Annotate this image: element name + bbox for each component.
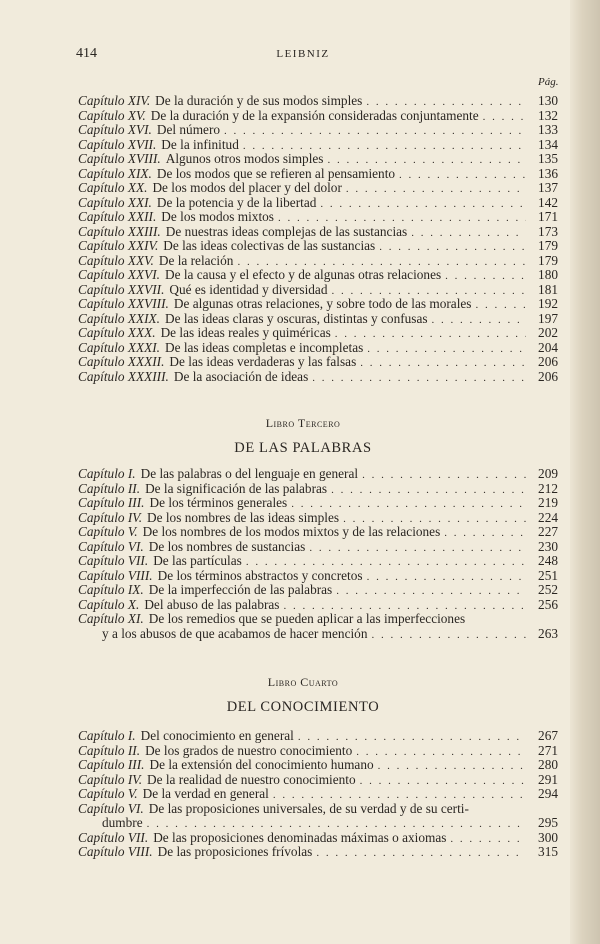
chapter-number: Capítulo XI. xyxy=(78,611,144,626)
page-reference: 133 xyxy=(538,122,558,137)
chapter-number: Capítulo XIX. xyxy=(78,165,152,181)
chapter-number: Capítulo XIV. xyxy=(78,93,151,108)
chapter-title: De las partículas xyxy=(153,553,242,568)
chapter-title: De los nombres de los modos mixtos y de las relaciones xyxy=(142,524,441,539)
chapter-title: De las ideas reales y quiméricas xyxy=(160,325,331,340)
chapter-title: De las ideas claras y oscuras, distintas y confusas xyxy=(165,310,428,326)
chapter-title: De la duración y de la expansión consideradas conjuntamente xyxy=(150,107,479,123)
toc-entry xyxy=(78,239,558,254)
page-reference: 132 xyxy=(538,107,558,123)
toc-entry xyxy=(78,816,558,831)
chapter-number: Capítulo XXVI. xyxy=(78,267,160,282)
chapter-title: De la potencia y de la libertad xyxy=(156,194,317,210)
dot-leader xyxy=(411,226,526,241)
chapter-title: De la duración y de sus modos simples xyxy=(155,93,363,108)
chapter-number: Capítulo VII. xyxy=(78,829,149,845)
page-reference: 135 xyxy=(538,151,558,166)
chapter-title: De la infinitud xyxy=(161,136,239,152)
page-reference: 206 xyxy=(538,354,558,369)
chapter-number: Capítulo XXIX. xyxy=(78,310,160,326)
toc-entry xyxy=(78,627,558,642)
chapter-title: De las ideas verdaderas y las falsas xyxy=(169,354,357,369)
page-reference: 271 xyxy=(538,742,558,758)
dot-leader xyxy=(367,342,526,357)
page-reference: 300 xyxy=(538,829,558,845)
page-reference: 179 xyxy=(538,252,558,268)
page-reference: 137 xyxy=(538,180,558,195)
toc-entry xyxy=(78,540,558,555)
dot-leader xyxy=(360,774,526,789)
page-reference: 179 xyxy=(538,238,558,253)
chapter-title: De los nombres de las ideas simples xyxy=(147,509,340,525)
chapter-number: Capítulo I. xyxy=(78,728,136,743)
page-reference: 248 xyxy=(538,553,558,568)
chapter-title: De las proposiciones universales, de su verdad y de su certi- xyxy=(148,800,469,816)
dot-leader xyxy=(483,110,526,125)
chapter-title: De la verdad en general xyxy=(142,786,269,801)
chapter-number: Capítulo II. xyxy=(78,742,141,758)
page-reference: 295 xyxy=(538,815,558,830)
toc-entry xyxy=(78,831,558,846)
book-three-label: Libro Tercero xyxy=(265,416,341,430)
chapter-title: De la relación xyxy=(158,252,234,268)
toc-entry xyxy=(78,326,558,341)
page-reference: 280 xyxy=(538,757,558,772)
page-reference: 227 xyxy=(538,524,558,539)
page-reference: 252 xyxy=(538,582,558,597)
chapter-number: Capítulo III. xyxy=(78,757,145,772)
chapter-number: Capítulo VI. xyxy=(78,800,144,816)
chapter-title: dumbre xyxy=(102,815,143,830)
toc-entry xyxy=(78,210,558,225)
chapter-number: Capítulo V. xyxy=(78,786,138,801)
toc-book-three-list xyxy=(78,467,558,641)
dot-leader xyxy=(371,628,526,643)
chapter-number: Capítulo XXIV. xyxy=(78,238,159,253)
page-reference: 206 xyxy=(538,368,558,384)
chapter-title: De la extensión del conocimiento humano xyxy=(149,757,374,772)
toc-book-two-list xyxy=(78,94,558,384)
dot-leader xyxy=(445,269,526,284)
page-reference: 204 xyxy=(538,339,558,355)
dot-leader xyxy=(320,197,526,212)
toc-entry xyxy=(78,283,558,298)
chapter-title: De los grados de nuestro conocimiento xyxy=(145,742,353,758)
toc-entry xyxy=(78,729,558,744)
page-reference: 136 xyxy=(538,165,558,181)
chapter-title: De los términos abstractos y concretos xyxy=(157,567,363,583)
chapter-title: De la realidad de nuestro conocimiento xyxy=(147,771,356,787)
dot-leader xyxy=(399,168,526,183)
chapter-number: Capítulo XXII. xyxy=(78,209,157,224)
chapter-title: De las ideas completas e incompletas xyxy=(165,339,364,355)
chapter-title: De las ideas colectivas de las sustancias xyxy=(163,238,376,253)
dot-leader xyxy=(367,570,526,585)
page-reference: 130 xyxy=(538,93,558,108)
chapter-title: De algunas otras relaciones, y sobre todo de las morales xyxy=(173,296,472,311)
page-reference: 251 xyxy=(538,567,558,583)
chapter-title: De la asociación de ideas xyxy=(173,368,309,384)
dot-leader xyxy=(444,526,526,541)
chapter-number: Capítulo XXXI. xyxy=(78,339,160,355)
toc-entry xyxy=(78,94,558,109)
page-reference: 267 xyxy=(538,728,558,743)
toc-entry xyxy=(78,138,558,153)
chapter-number: Capítulo XXXIII. xyxy=(78,368,169,384)
toc-entry xyxy=(78,525,558,540)
chapter-number: Capítulo XX. xyxy=(78,180,148,195)
chapter-number: Capítulo XXXII. xyxy=(78,354,165,369)
dot-leader xyxy=(379,240,526,255)
chapter-number: Capítulo VII. xyxy=(78,553,149,568)
toc-entry xyxy=(78,583,558,598)
toc-entry xyxy=(78,511,558,526)
chapter-title: y a los abusos de que acabamos de hacer mención xyxy=(102,625,368,641)
chapter-number: Capítulo VIII. xyxy=(78,844,153,859)
toc-entry xyxy=(78,196,558,211)
chapter-number: Capítulo IX. xyxy=(78,582,144,597)
page-reference: 294 xyxy=(538,786,558,801)
chapter-number: Capítulo XXX. xyxy=(78,325,156,340)
chapter-number: Capítulo VI. xyxy=(78,538,144,554)
running-head: LEIBNIZ xyxy=(276,48,330,60)
page-reference: 181 xyxy=(538,281,558,297)
page-reference: 212 xyxy=(538,480,558,496)
toc-entry xyxy=(78,758,558,773)
chapter-title: De los modos mixtos xyxy=(161,209,274,224)
toc-entry xyxy=(78,802,558,817)
toc-entry xyxy=(78,341,558,356)
dot-leader xyxy=(362,468,526,483)
page-reference: 263 xyxy=(538,625,558,641)
page-reference: 180 xyxy=(538,267,558,282)
dot-leader xyxy=(432,313,526,328)
dot-leader xyxy=(331,483,526,498)
toc-entry xyxy=(78,355,558,370)
chapter-title: Del abuso de las palabras xyxy=(144,596,280,612)
chapter-title: De la significación de las palabras xyxy=(145,480,328,496)
chapter-title: De los nombres de sustancias xyxy=(148,538,306,554)
dot-leader xyxy=(346,182,526,197)
toc-entry xyxy=(78,482,558,497)
toc-entry xyxy=(78,569,558,584)
dot-leader xyxy=(450,832,526,847)
dot-leader xyxy=(316,846,526,861)
toc-entry xyxy=(78,297,558,312)
chapter-number: Capítulo V. xyxy=(78,524,138,539)
chapter-title: De la imperfección de las palabras xyxy=(148,582,333,597)
chapter-number: Capítulo XVI. xyxy=(78,122,152,137)
page-reference: 171 xyxy=(538,209,558,224)
dot-leader xyxy=(224,124,526,139)
toc-entry xyxy=(78,268,558,283)
chapter-number: Capítulo XV. xyxy=(78,107,146,123)
chapter-number: Capítulo XXV. xyxy=(78,252,154,268)
book-three-title: DE LAS PALABRAS xyxy=(234,440,372,456)
dot-leader xyxy=(378,759,526,774)
dot-leader xyxy=(309,541,526,556)
page-header xyxy=(76,46,530,64)
page-reference: 142 xyxy=(538,194,558,210)
dot-leader xyxy=(356,745,526,760)
chapter-title: De la causa y el efecto y de algunas otras relaciones xyxy=(165,267,442,282)
page-reference: 173 xyxy=(538,223,558,239)
chapter-title: Del conocimiento en general xyxy=(140,728,294,743)
toc-entry xyxy=(78,496,558,511)
chapter-title: De los remedios que se pueden aplicar a las imperfecciones xyxy=(148,611,466,626)
page-reference: 197 xyxy=(538,310,558,326)
chapter-number: Capítulo XXVII. xyxy=(78,281,165,297)
toc-entry xyxy=(78,109,558,124)
chapter-number: Capítulo XXIII. xyxy=(78,223,161,239)
toc-book-four-list xyxy=(78,729,558,860)
dot-leader xyxy=(475,298,526,313)
toc-entry xyxy=(78,467,558,482)
chapter-title: De las proposiciones frívolas xyxy=(157,844,313,859)
page-reference: 202 xyxy=(538,325,558,340)
page-number: 414 xyxy=(76,46,97,61)
toc-entry xyxy=(78,554,558,569)
toc-entry xyxy=(78,370,558,385)
toc-entry xyxy=(78,845,558,860)
toc-entry xyxy=(78,773,558,788)
dot-leader xyxy=(312,371,526,386)
page-column-label: Pág. xyxy=(538,76,559,88)
page-reference: 209 xyxy=(538,466,558,481)
page-edge xyxy=(570,0,600,944)
chapter-number: Capítulo XXVIII. xyxy=(78,296,169,311)
page-reference: 230 xyxy=(538,538,558,554)
chapter-number: Capítulo X. xyxy=(78,596,140,612)
page-reference: 224 xyxy=(538,509,558,525)
chapter-number: Capítulo II. xyxy=(78,480,141,496)
toc-entry xyxy=(78,123,558,138)
page-reference: 219 xyxy=(538,495,558,510)
chapter-number: Capítulo IV. xyxy=(78,771,143,787)
toc-entry xyxy=(78,612,558,627)
toc-entry xyxy=(78,312,558,327)
toc-entry xyxy=(78,598,558,613)
chapter-number: Capítulo IV. xyxy=(78,509,143,525)
chapter-number: Capítulo XVIII. xyxy=(78,151,161,166)
chapter-number: Capítulo XVII. xyxy=(78,136,157,152)
book-four-title: DEL CONOCIMIENTO xyxy=(226,699,380,715)
toc-entry xyxy=(78,152,558,167)
toc-entry xyxy=(78,225,558,240)
chapter-title: Del número xyxy=(156,122,221,137)
toc-entry xyxy=(78,181,558,196)
chapter-title: Algunos otros modos simples xyxy=(165,151,324,166)
page-reference: 192 xyxy=(538,296,558,311)
book-four-label: Libro Cuarto xyxy=(267,675,339,689)
chapter-number: Capítulo III. xyxy=(78,495,145,510)
chapter-title: De los términos generales xyxy=(149,495,288,510)
chapter-title: De las palabras o del lenguaje en general xyxy=(140,466,359,481)
chapter-number: Capítulo I. xyxy=(78,466,136,481)
toc-entry xyxy=(78,254,558,269)
dot-leader xyxy=(335,327,526,342)
chapter-number: Capítulo VIII. xyxy=(78,567,153,583)
page-reference: 291 xyxy=(538,771,558,787)
chapter-title: De las proposiciones denominadas máximas o axiomas xyxy=(153,829,447,845)
chapter-title: De los modos que se refieren al pensamiento xyxy=(156,165,396,181)
chapter-title: De nuestras ideas complejas de las sustancias xyxy=(165,223,408,239)
page-reference: 315 xyxy=(538,844,558,859)
toc-entry xyxy=(78,744,558,759)
dot-leader xyxy=(360,356,526,371)
chapter-title: Qué es identidad y diversidad xyxy=(169,281,328,297)
toc-entry xyxy=(78,787,558,802)
dot-leader xyxy=(336,584,526,599)
toc-entry xyxy=(78,167,558,182)
chapter-title: De los modos del placer y del dolor xyxy=(152,180,342,195)
chapter-number: Capítulo XXI. xyxy=(78,194,152,210)
page-reference: 134 xyxy=(538,136,558,152)
page-reference: 256 xyxy=(538,596,558,612)
